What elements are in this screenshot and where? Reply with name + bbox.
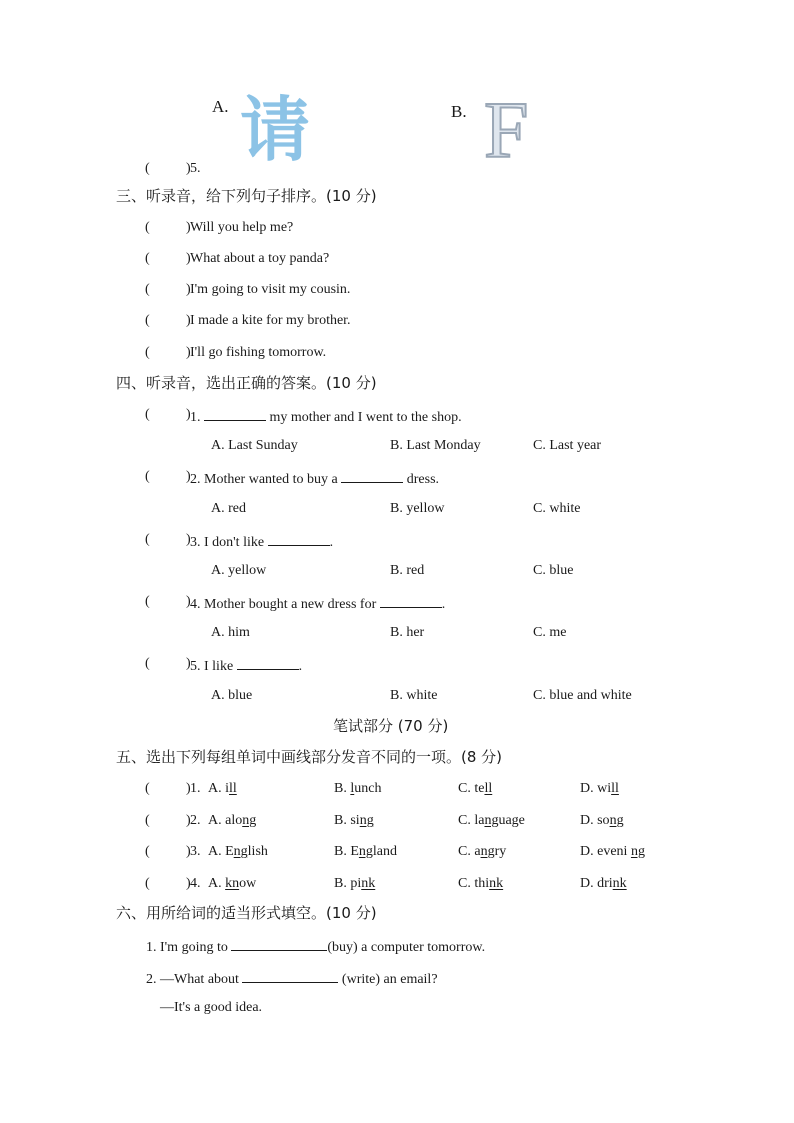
question-text: . <box>441 597 446 612</box>
word-option-c: C. think <box>458 876 504 891</box>
word-option-b: B. lunch <box>334 781 382 796</box>
question-text: (write) an email? <box>341 972 438 987</box>
choice-a: A. him <box>211 625 250 640</box>
word-option-d: D. drink <box>580 876 627 891</box>
question-1 <box>190 406 462 427</box>
word-option-b: B. pink <box>334 876 376 891</box>
word-option-c: C. angry <box>458 844 507 859</box>
word-option-a: A. English <box>208 844 268 859</box>
question-text: 4. Mother bought a new dress for <box>190 597 377 612</box>
question-number: 4. <box>190 876 201 891</box>
choice-c: C. blue <box>533 563 574 578</box>
choice-a: A. blue <box>211 688 253 703</box>
question-text: 3. I don't like <box>190 535 265 550</box>
word-option-d: D. eveni ng <box>580 844 645 859</box>
question-text: . <box>329 535 334 550</box>
question-text: 2. —What about <box>146 972 239 987</box>
fill-blank[interactable] <box>380 593 442 608</box>
fill-blank[interactable] <box>242 968 338 983</box>
question-3 <box>190 531 333 552</box>
question-text: 5. I like <box>190 659 234 674</box>
choice-a: A. yellow <box>211 563 267 578</box>
sentence-item: I'm going to visit my cousin. <box>190 282 351 297</box>
choice-a: A. Last Sunday <box>211 438 298 453</box>
choice-b: B. white <box>390 688 438 703</box>
fill-blank[interactable] <box>204 406 266 421</box>
choice-b: B. Last Monday <box>390 438 481 453</box>
sentence-item: What about a toy panda? <box>190 251 330 266</box>
option-b-letter-image: F <box>484 87 529 175</box>
word-option-b: B. sing <box>334 813 374 828</box>
question-2 <box>190 468 439 489</box>
fill-blank[interactable] <box>237 655 299 670</box>
question-number: 1. <box>190 781 201 796</box>
fill-blank[interactable] <box>341 468 403 483</box>
question-text: 1. <box>190 410 201 425</box>
question-number: 5. <box>190 161 201 176</box>
choice-a: A. red <box>211 501 246 516</box>
question-5 <box>190 655 302 676</box>
choice-c: C. Last year <box>533 438 602 453</box>
choice-b: B. her <box>390 625 425 640</box>
written-part-heading: 笔试部分 (70 分) <box>333 717 449 735</box>
question-4 <box>190 593 445 614</box>
question-number: 2. <box>190 813 201 828</box>
question-text: dress. <box>406 472 440 487</box>
question-text: . <box>298 659 303 674</box>
word-option-d: D. will <box>580 781 619 796</box>
fill-blank[interactable] <box>231 936 327 951</box>
choice-c: C. blue and white <box>533 688 632 703</box>
choice-c: C. white <box>533 501 581 516</box>
option-a-label: A. <box>212 97 229 116</box>
word-option-c: C. tell <box>458 781 493 796</box>
question-text: my mother and I went to the shop. <box>269 410 462 425</box>
word-option-a: A. along <box>208 813 257 828</box>
question-text: 1. I'm going to <box>146 940 228 955</box>
word-option-b: B. England <box>334 844 397 859</box>
choice-c: C. me <box>533 625 567 640</box>
section-6-title: 六、用所给词的适当形式填空。(10 分) <box>116 904 377 922</box>
sentence-item: I'll go fishing tomorrow. <box>190 345 327 360</box>
choice-b: B. red <box>390 563 425 578</box>
question-text: (buy) a computer tomorrow. <box>327 940 486 955</box>
question-text: 2. Mother wanted to buy a <box>190 472 338 487</box>
option-b-label: B. <box>451 102 467 121</box>
fill-question-2 <box>146 968 438 989</box>
question-number: 3. <box>190 844 201 859</box>
sentence-item: Will you help me? <box>190 220 294 235</box>
option-a-character-image: 请 <box>240 89 310 171</box>
sentence-item: I made a kite for my brother. <box>190 313 351 328</box>
fill-question-1 <box>146 936 485 957</box>
fill-blank[interactable] <box>268 531 330 546</box>
section-5-title: 五、选出下列每组单词中画线部分发音不同的一项。(8 分) <box>116 748 503 766</box>
word-option-a: A. know <box>208 876 257 891</box>
section-3-title: 三、听录音，给下列句子排序。(10 分) <box>116 187 377 205</box>
word-option-a: A. ill <box>208 781 237 796</box>
word-option-c: C. language <box>458 813 525 828</box>
word-option-d: D. song <box>580 813 624 828</box>
dialogue-reply: —It's a good idea. <box>160 1000 263 1015</box>
choice-b: B. yellow <box>390 501 445 516</box>
section-4-title: 四、听录音，选出正确的答案。(10 分) <box>116 374 377 392</box>
